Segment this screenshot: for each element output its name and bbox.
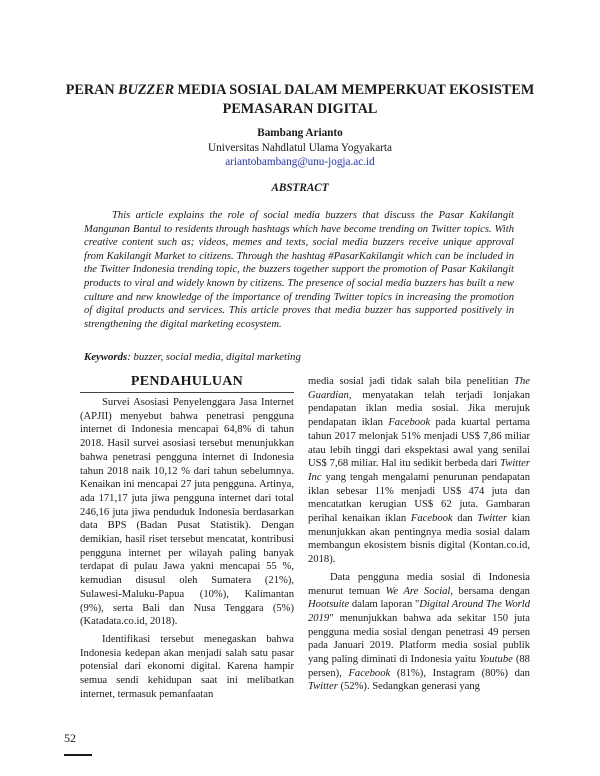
text-run: , bersama dengan bbox=[450, 585, 530, 597]
keywords-values: : buzzer, social media, digital marketing bbox=[127, 351, 301, 363]
text-run-italic: Youtube bbox=[479, 654, 513, 666]
author-name: Bambang Arianto bbox=[257, 127, 343, 139]
text-run: (81%), Instagram (80%) dan bbox=[390, 667, 530, 679]
text-run: , menyatakan telah terjadi lonjakan pendapatan iklan media sosial. Jika merujuk pendapatan iklan bbox=[308, 389, 530, 429]
title-line1-italic: BUZZER bbox=[118, 82, 175, 98]
paper-title bbox=[40, 81, 560, 119]
right-paragraph-1 bbox=[308, 375, 530, 567]
author-affiliation: Universitas Nahdlatul Ulama Yogyakarta bbox=[208, 142, 392, 154]
abstract-heading: ABSTRACT bbox=[271, 182, 329, 194]
left-paragraph-1: Survei Asosiasi Penyelenggara Jasa Internet (APJII) menyebut bahwa penetrasi pengguna internet di Indonesia mencapai 64,8% di tahun 2018. Hasil survei asosiasi tersebut menunjukkan bahwa penetrasi pengguna internet di Indonesia tahun 2018 naik 10,12 % dari tahun sebelumnya. Kenaikan ini mencapai 27 juta pengguna. Artinya, ada 171,17 juta jiwa pengguna internet dari total 246,16 juta jiwa penduduk Indonesia berdasarkan data BPS (Badan Pusat Statistik). Dengan demikian, hasil riset tersebut mencatat, kontribusi pengguna internet per wilayah paling banyak terdapat di pulau Jawa yakni mencapai 55 %, kemudian disusul oleh Sumatera (21%), Sulawesi-Maluku-Papua (10%), Kalimantan (9%), serta Bali dan Nusa Tenggara (5%) (Katadata.co.id, 2018). bbox=[80, 397, 294, 628]
text-run: (52%). Sedangkan generasi yang bbox=[337, 681, 480, 693]
text-run-italic: We Are Social bbox=[385, 585, 451, 597]
text-run: media sosial jadi tidak salah bila penelitian bbox=[308, 376, 515, 387]
text-run-italic: The Guardian bbox=[308, 376, 530, 401]
title-line1-part1: PERAN bbox=[65, 82, 119, 98]
text-run-italic: Facebook bbox=[410, 513, 453, 525]
text-run: pada kuartal pertama tahun 2017 melonjak 51% menjadi US$ 7,86 miliar atau lebih tinggi dari ekspektasi awal yang senilai US$ 7,68 miliar. Hal itu sedikit berbeda dari bbox=[308, 417, 530, 470]
text-run: Data pengguna media sosial di Indonesia menurut temuan bbox=[308, 571, 530, 597]
text-run: dalam laporan " bbox=[349, 599, 420, 611]
right-column bbox=[308, 375, 530, 698]
left-column bbox=[80, 374, 294, 705]
text-run: dan bbox=[452, 513, 478, 525]
text-run-italic: Digital Around The World 2019 bbox=[308, 599, 530, 624]
left-paragraph-2: Identifikasi tersebut menegaskan bahwa Indonesia kedepan akan menjadi salah satu pasar potensial dari ekonomi digital. Karena hampir semua sendi kehidupan saat ini melibatkan internet, termasuk pemanfaatan bbox=[80, 633, 294, 700]
author-email-link[interactable]: ariantobambang@unu-jogja.ac.id bbox=[225, 156, 375, 168]
section-heading: PENDAHULUAN bbox=[80, 374, 294, 393]
text-run-italic: Hootsuite bbox=[308, 599, 350, 611]
text-run: (88 persen), bbox=[308, 654, 530, 679]
page-number: 52 bbox=[64, 731, 76, 745]
text-run-italic: Twitter bbox=[477, 513, 508, 525]
text-run: " menunjukkan bahwa ada sekitar 150 juta pengguna media sosial dengan penetrasi 49 persen pada Januari 2019. Platform media sosial publik yang paling diminati di Indonesia yaitu bbox=[308, 612, 530, 666]
text-run-italic: Facebook bbox=[388, 417, 431, 429]
abstract-text: This article explains the role of social media buzzers that discuss the Pasar Kakilangit Mangunan Bantul to residents through hashtags which have become trending on Twitter topics. With creative content such as; videos, memes and texts, social media buzzers receive unique approval from Kakilangit Market to citizens. Through the hashtag #PasarKakilangit which can be included in the Twitter Indonesia trending topic, the buzzers together support the promotion of Pasar Kakilangit products to viral and widely known by citizens. The presence of social media buzzers has built a new culture and new knowledge of the importance of trending Twitter topics in increasing the promotion of digital products and services. This article proves that media buzzer has supported positively in strengthening the digital marketing ecosystem. bbox=[84, 210, 514, 330]
text-run-italic: Twitter bbox=[308, 681, 338, 693]
right-paragraph-2 bbox=[308, 571, 530, 694]
title-line1-part2: MEDIA SOSIAL DALAM MEMPERKUAT EKOSISTEM bbox=[174, 82, 535, 98]
keywords-line bbox=[84, 351, 524, 363]
text-run-italic: Facebook bbox=[348, 667, 391, 679]
title-line2: PEMASARAN DIGITAL bbox=[222, 101, 378, 117]
text-run-italic: Twitter Inc bbox=[308, 458, 530, 483]
keywords-label: Keywords bbox=[84, 351, 128, 363]
page-number-rule bbox=[64, 754, 92, 756]
text-run: kian menunjukkan akan pentingnya media sosial dalam membangun ekosistem bisnis digital (Kontan.co.id, 2018). bbox=[308, 513, 531, 566]
text-run: yang tengah mengalami penurunan pendapatan iklan sebesar 11% menjadi US$ 474 juta dan mencatatkan kerugian US$ 62 juta. Gambaran perihal kenaikan iklan bbox=[308, 471, 530, 525]
